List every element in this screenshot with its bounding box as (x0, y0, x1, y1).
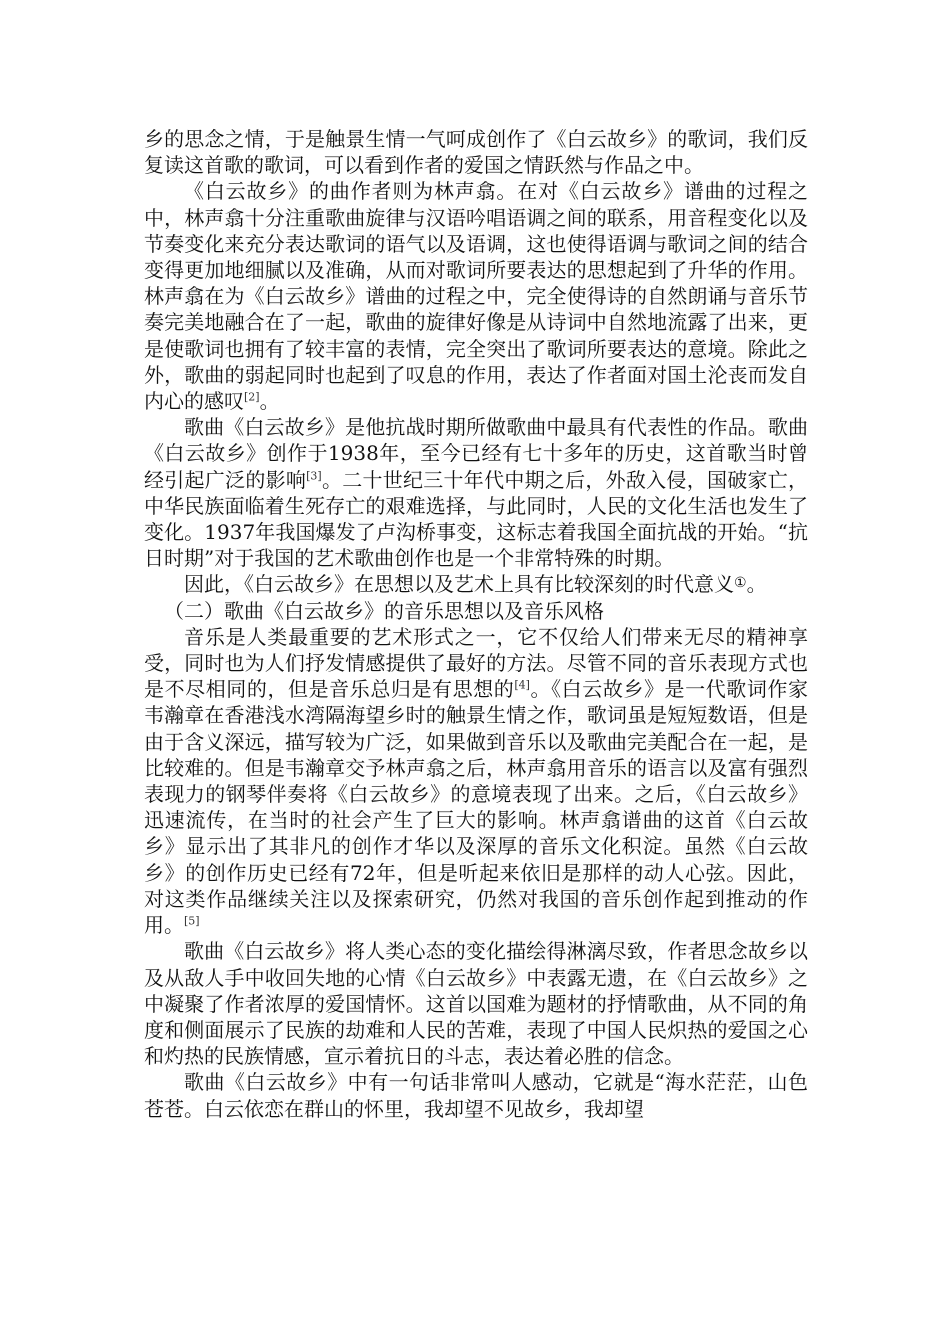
paragraph-intro (144, 126, 808, 178)
paragraph-patriotism (144, 938, 808, 1069)
paragraph-text: 歌曲《白云故乡》是他抗战时期所做歌曲中最具有代表性的作品。歌曲《白云故乡》创作于1938年，至今已经有七十多年的历史，这首歌当时曾经引起广泛的影响 (144, 415, 808, 492)
citation-ref[interactable]: [3] (306, 468, 322, 482)
paragraph-text: 。《白云故乡》是一代歌词作家韦瀚章在香港浅水湾隔海望乡时的触景生情之作，歌词虽是短短数语，但是由于含义深远，描写较为广泛，如果做到音乐以及歌曲完美配合在一起，是比较难的。但是韦瀚章交予林声翕之后，林声翕用音乐的语言以及富有强烈表现力的钢琴伴奏将《白云故乡》的意境表现了出来。之后，《白云故乡》迅速流传，在当时的社会产生了巨大的影响。林声翕谱曲的这首《白云故乡》显示出了其非凡的创作才华以及深厚的音乐文化积淀。虽然《白云故乡》的创作历史已经有72年，但是听起来依旧是那样的动人心弦。因此，对这类作品继续关注以及探索研究，仍然对我国的音乐创作起到推动的作用。 (144, 677, 809, 938)
paragraph-text: 。 (746, 572, 767, 597)
footnote-mark[interactable]: ① (734, 575, 747, 592)
paragraph-text: 歌曲《白云故乡》将人类心态的变化描绘得淋漓尽致，作者思念故乡以及从敌人手中收回失地的心情《白云故乡》中表露无遗，在《白云故乡》之中凝聚了作者浓厚的爱国情怀。这首以国难为题材的抒情歌曲，从不同的角度和侧面展示了民族的劫难和人民的苦难，表现了中国人民炽热的爱国之心和灼热的民族情感，宣示着抗日的斗志，表达着必胜的信念。 (144, 939, 808, 1069)
paragraph-text: 《白云故乡》的曲作者则为林声翕。在对《白云故乡》谱曲的过程之中，林声翕十分注重歌曲旋律与汉语吟唱语调之间的联系，用音程变化以及节奏变化来充分表达歌词的语气以及语调，这也使得语调与歌词之间的结合变得更加地细腻以及准确，从而对歌词所要表达的思想起到了升华的作用。林声翕在为《白云故乡》谱曲的过程之中，完全使得诗的自然朗诵与音乐节奏完美地融合在了一起，歌曲的旋律好像是从诗词中自然地流露了出来，更是使歌词也拥有了较丰富的表情，完全突出了歌词所要表达的意境。除此之外，歌曲的弱起同时也起到了叹息的作用，表达了作者面对国土沦丧而发自内心的感叹 (144, 179, 808, 414)
document-page (144, 126, 808, 1122)
citation-ref[interactable]: [2] (244, 390, 260, 404)
paragraph-text: 乡的思念之情，于是触景生情一气呵成创作了《白云故乡》的歌词，我们反复读这首歌的歌词，可以看到作者的爱国之情跃然与作品之中。 (144, 127, 808, 178)
citation-ref[interactable]: [5] (184, 914, 200, 928)
section-heading: （二）歌曲《白云故乡》的音乐思想以及音乐风格 (164, 598, 604, 623)
paragraph-text: 。 (259, 389, 280, 414)
paragraph-significance (144, 571, 808, 597)
paragraph-text: 歌曲《白云故乡》中有一句话非常叫人感动，它就是“海水茫茫，山色苍苍。白云依恋在群山的怀里，我却望不见故乡，我却望 (144, 1070, 808, 1121)
paragraph-music-thought (144, 624, 808, 938)
paragraph-text: 。二十世纪三十年代中期之后，外敌入侵，国破家亡，中华民族面临着生死存亡的艰难选择，与此同时，人民的文化生活也发生了变化。1937年我国爆发了卢沟桥事变，这标志着我国全面抗战的开始。“抗日时期”对于我国的艺术歌曲创作也是一个非常特殊的时期。 (144, 467, 809, 571)
paragraph-wartime (144, 414, 808, 571)
paragraph-composer (144, 178, 808, 414)
citation-ref[interactable]: [4] (514, 678, 530, 692)
paragraph-text: 因此，《白云故乡》在思想以及艺术上具有比较深刻的时代意义 (184, 572, 734, 597)
paragraph-text: 音乐是人类最重要的艺术形式之一，它不仅给人们带来无尽的精神享受，同时也为人们抒发情感提供了最好的方法。尽管不同的音乐表现方式也是不尽相同的，但是音乐总归是有思想的 (144, 624, 808, 702)
paragraph-lyric-quote (144, 1069, 808, 1121)
